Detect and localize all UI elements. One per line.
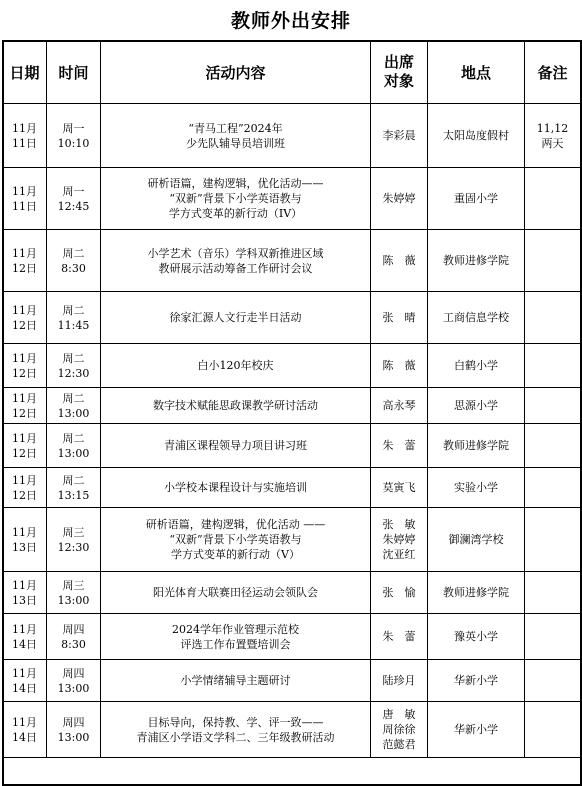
cell-time: 周一 10:10	[47, 104, 101, 168]
header-attendee-line2: 对象	[383, 72, 414, 90]
cell-date: 11月 12日	[3, 292, 47, 344]
cell-time: 周一 12:45	[47, 168, 101, 230]
cell-activity: 2024学年作业管理示范校 评选工作布置暨培训会	[101, 614, 371, 660]
cell-activity: “青马工程”2024年 少先队辅导员培训班	[101, 104, 371, 168]
header-note: 备注	[525, 41, 581, 104]
page-title: 教师外出安排	[230, 10, 351, 32]
cell-note	[525, 388, 581, 424]
header-date: 日期	[3, 41, 47, 104]
table-row	[3, 572, 581, 614]
cell-note	[525, 614, 581, 660]
header-location: 地点	[428, 41, 525, 104]
cell-attendee: 张 愉	[371, 572, 428, 614]
cell-note	[525, 572, 581, 614]
cell-location: 重固小学	[428, 168, 525, 230]
cell-location: 教师进修学院	[428, 424, 525, 468]
cell-activity: 研析语篇，建构逻辑，优化活动 —— “双新”背景下小学英语教与 学方式变革的新行动（V）	[101, 508, 371, 572]
cell-activity: 研析语篇，建构逻辑，优化活动—— “双新”背景下小学英语教与 学方式变革的新行动（IV）	[101, 168, 371, 230]
cell-attendee: 莫寅飞	[371, 468, 428, 508]
cell-date: 11月 14日	[3, 614, 47, 660]
cell-attendee: 唐 敏 周徐徐 范懿君	[371, 702, 428, 758]
cell-activity: 青浦区课程领导力项目讲习班	[101, 424, 371, 468]
cell-date: 11月 12日	[3, 230, 47, 292]
table-body	[3, 104, 581, 758]
cell-date: 11月 12日	[3, 388, 47, 424]
cell-activity: 目标导向，保持教、学、评一致—— 青浦区小学语文学科二、三年级教研活动	[101, 702, 371, 758]
cell-activity: 小学情绪辅导主题研讨	[101, 660, 371, 702]
cell-location: 御澜湾学校	[428, 508, 525, 572]
cell-location: 思源小学	[428, 388, 525, 424]
cell-attendee: 陈 薇	[371, 344, 428, 388]
cell-time: 周二 13:00	[47, 388, 101, 424]
cell-time: 周二 8:30	[47, 230, 101, 292]
cell-activity: 小学校本课程设计与实施培训	[101, 468, 371, 508]
table-row	[3, 292, 581, 344]
cell-note	[525, 660, 581, 702]
header-time: 时间	[47, 41, 101, 104]
cell-note	[525, 702, 581, 758]
table-row	[3, 702, 581, 758]
cell-attendee: 朱 蕾	[371, 614, 428, 660]
cell-time: 周二 13:00	[47, 424, 101, 468]
table-row	[3, 230, 581, 292]
table-row	[3, 388, 581, 424]
cell-note	[525, 424, 581, 468]
table-row	[3, 104, 581, 168]
cell-attendee: 陆珍月	[371, 660, 428, 702]
cell-time: 周二 11:45	[47, 292, 101, 344]
cell-note: 11,12 两天	[525, 104, 581, 168]
cell-date: 11月 12日	[3, 468, 47, 508]
cell-location: 太阳岛度假村	[428, 104, 525, 168]
cell-attendee: 朱婷婷	[371, 168, 428, 230]
cell-activity: 数字技术赋能思政课教学研讨活动	[101, 388, 371, 424]
cell-date: 11月 11日	[3, 104, 47, 168]
cell-activity: 徐家汇源人文行走半日活动	[101, 292, 371, 344]
table-row	[3, 344, 581, 388]
cell-time: 周四 13:00	[47, 702, 101, 758]
table-header-row	[3, 41, 581, 104]
cell-activity: 小学艺术（音乐）学科双新推进区域 教研展示活动筹备工作研讨会议	[101, 230, 371, 292]
header-activity: 活动内容	[101, 41, 371, 104]
cell-time: 周四 13:00	[47, 660, 101, 702]
cell-note	[525, 292, 581, 344]
cell-time: 周三 13:00	[47, 572, 101, 614]
cell-time: 周二 13:15	[47, 468, 101, 508]
table-row	[3, 168, 581, 230]
cell-time: 周二 12:30	[47, 344, 101, 388]
table-row	[3, 424, 581, 468]
cell-attendee: 张 敏 朱婷婷 沈亚红	[371, 508, 428, 572]
header-attendee	[371, 41, 428, 104]
schedule-table	[2, 40, 581, 758]
cell-attendee: 李彩晨	[371, 104, 428, 168]
cell-time: 周三 12:30	[47, 508, 101, 572]
cell-attendee: 朱 蕾	[371, 424, 428, 468]
cell-location: 白鹤小学	[428, 344, 525, 388]
table-row	[3, 614, 581, 660]
cell-date: 11月 12日	[3, 424, 47, 468]
cell-date: 11月 14日	[3, 660, 47, 702]
cell-time: 周四 8:30	[47, 614, 101, 660]
cell-location: 实验小学	[428, 468, 525, 508]
cell-attendee: 张 晴	[371, 292, 428, 344]
cell-location: 工商信息学校	[428, 292, 525, 344]
cell-note	[525, 168, 581, 230]
cell-note	[525, 344, 581, 388]
cell-activity: 阳光体育大联赛田径运动会领队会	[101, 572, 371, 614]
cell-note	[525, 468, 581, 508]
cell-note	[525, 230, 581, 292]
cell-attendee: 高永琴	[371, 388, 428, 424]
cell-location: 华新小学	[428, 702, 525, 758]
table-row	[3, 468, 581, 508]
header-attendee-line1: 出席	[383, 53, 414, 71]
table-row	[3, 660, 581, 702]
cell-location: 教师进修学院	[428, 572, 525, 614]
cell-attendee: 陈 薇	[371, 230, 428, 292]
cell-location: 教师进修学院	[428, 230, 525, 292]
cell-activity: 白小120年校庆	[101, 344, 371, 388]
cell-note	[525, 508, 581, 572]
cell-date: 11月 11日	[3, 168, 47, 230]
cell-location: 豫英小学	[428, 614, 525, 660]
cell-date: 11月 13日	[3, 508, 47, 572]
cell-location: 华新小学	[428, 660, 525, 702]
cell-date: 11月 14日	[3, 702, 47, 758]
table-row	[3, 508, 581, 572]
cell-date: 11月 12日	[3, 344, 47, 388]
cell-date: 11月 13日	[3, 572, 47, 614]
